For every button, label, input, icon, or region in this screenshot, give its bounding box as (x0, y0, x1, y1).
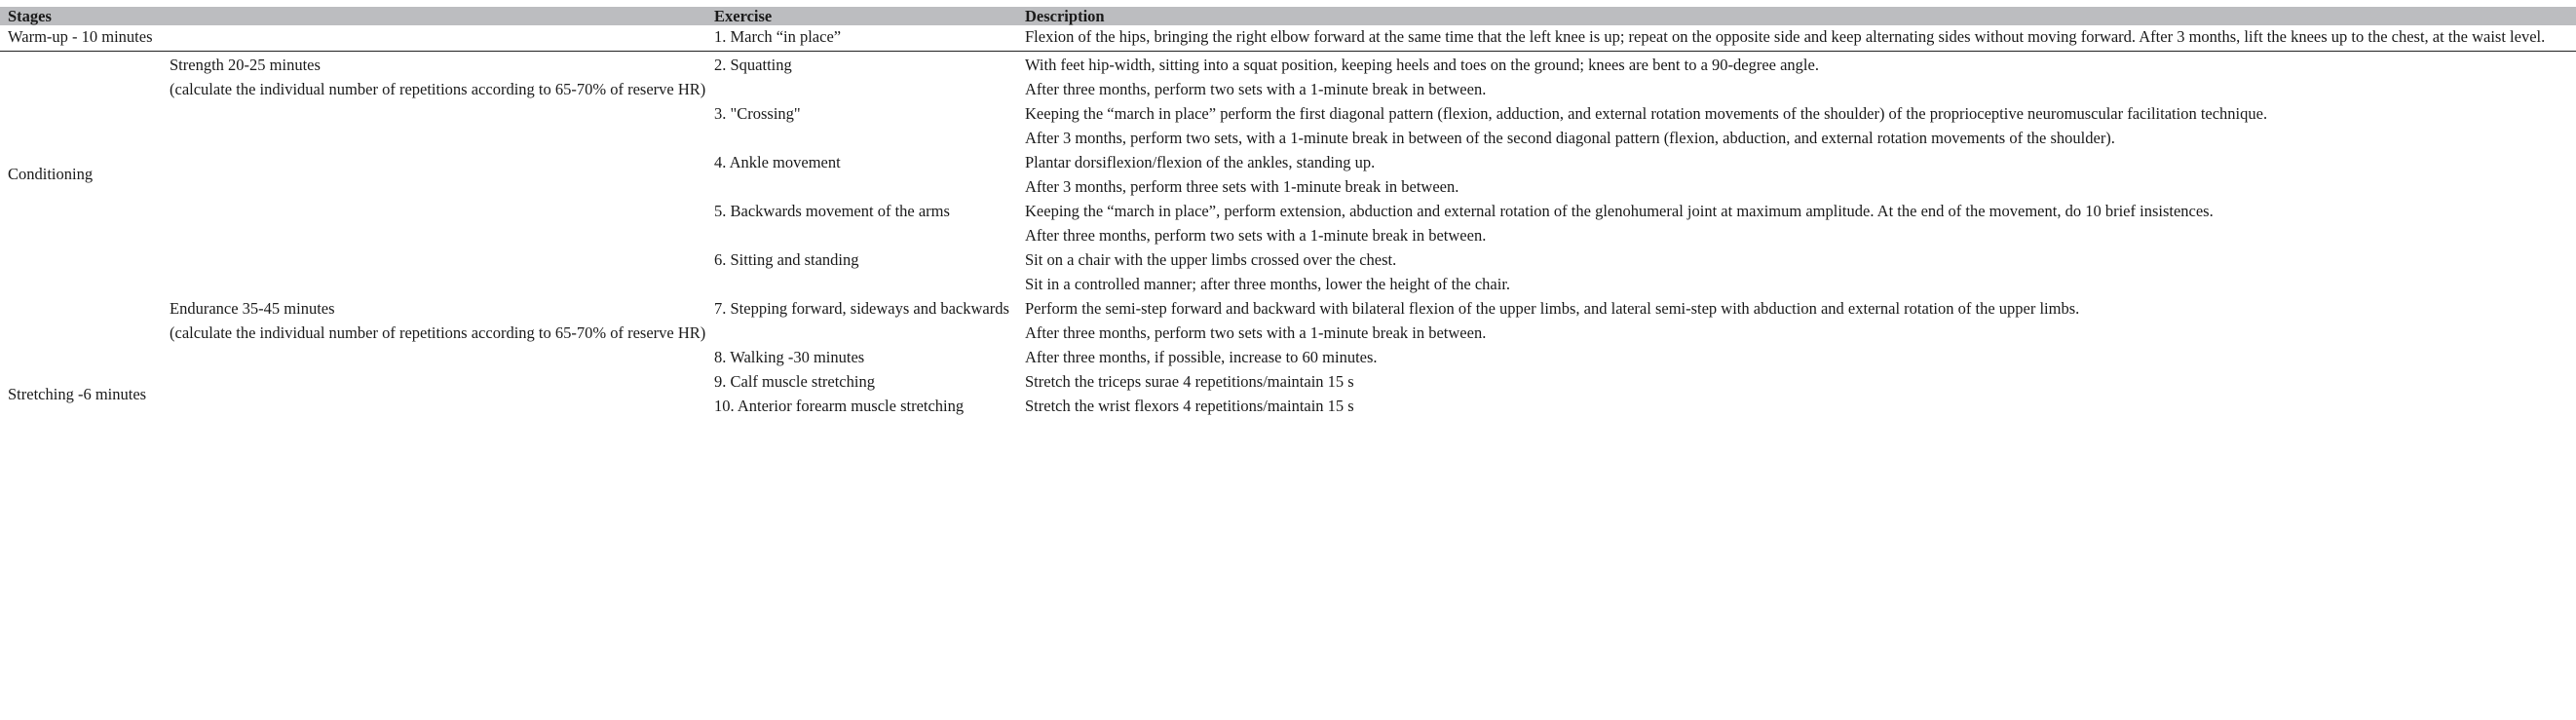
exercise-cell: 3. "Crossing" (714, 104, 801, 123)
table-row (0, 150, 2576, 174)
substage-cell: Strength 20-25 minutes (170, 56, 321, 74)
header-exercise: Exercise (714, 7, 773, 25)
table-row (0, 247, 2576, 272)
table-row (0, 101, 2576, 126)
description-cell: Perform the semi-step forward and backward with bilateral flexion of the upper limbs, and lateral semi-step with abduction and external rotation of the upper limbs. (1025, 299, 2080, 318)
table-row (0, 126, 2576, 150)
table-row (0, 321, 2576, 345)
description-cell: After 3 months, perform two sets, with a 1-minute break in between of the second diagonal pattern (flexion, abduction, and external rotation movements of the shoulder). (1025, 129, 2115, 147)
table-row (0, 174, 2576, 199)
substage-cell: (calculate the individual number of repetitions according to 65-70% of reserve HR) (170, 323, 706, 342)
description-cell: Stretch the triceps surae 4 repetitions/maintain 15 s (1025, 372, 1354, 391)
table-row (0, 345, 2576, 369)
description-cell: Sit in a controlled manner; after three months, lower the height of the chair. (1025, 275, 1511, 293)
stage-warmup: Warm-up - 10 minutes (8, 27, 153, 46)
table-row (0, 296, 2576, 321)
header-stages: Stages (8, 7, 52, 25)
table-row (0, 24, 2576, 49)
table-row (0, 223, 2576, 247)
exercise-cell: 10. Anterior forearm muscle stretching (714, 397, 965, 415)
exercise-cell: 9. Calf muscle stretching (714, 372, 875, 391)
table-row (0, 272, 2576, 296)
description-cell: Stretch the wrist flexors 4 repetitions/maintain 15 s (1025, 397, 1354, 415)
stage-conditioning: Conditioning (8, 165, 94, 183)
exercise-cell: 1. March “in place” (714, 27, 842, 46)
exercise-cell: 8. Walking -30 minutes (714, 348, 865, 366)
exercise-cell: 6. Sitting and standing (714, 250, 859, 269)
table-rule (0, 51, 2576, 52)
description-cell: Keeping the “march in place”, perform extension, abduction and external rotation of the glenohumeral joint at maximum amplitude. At the end of the movement, do 10 brief insistences. (1025, 202, 2214, 220)
table-row (0, 77, 2576, 101)
table-row (0, 394, 2576, 418)
stage-stretching: Stretching -6 minutes (8, 385, 147, 403)
description-cell: After three months, perform two sets with a 1-minute break in between. (1025, 226, 1487, 245)
description-cell: Flexion of the hips, bringing the right elbow forward at the same time that the left knee is up; repeat on the opposite side and keep alternating sides without moving forward. After 3 months, lift the knees up to the chest, at the waist level. (1025, 27, 2546, 46)
exercise-cell: 2. Squatting (714, 56, 792, 74)
table-row (0, 199, 2576, 223)
description-cell: With feet hip-width, sitting into a squat position, keeping heels and toes on the ground; knees are bent to a 90-degree angle. (1025, 56, 1819, 74)
substage-cell: Endurance 35-45 minutes (170, 299, 335, 318)
description-cell: After three months, if possible, increase to 60 minutes. (1025, 348, 1378, 366)
substage-cell: (calculate the individual number of repetitions according to 65-70% of reserve HR) (170, 80, 706, 98)
table-header (0, 7, 2576, 25)
exercise-cell: 4. Ankle movement (714, 153, 841, 171)
description-cell: Plantar dorsiflexion/flexion of the ankles, standing up. (1025, 153, 1376, 171)
description-cell: After three months, perform two sets with a 1-minute break in between. (1025, 323, 1487, 342)
header-description: Description (1025, 7, 1105, 25)
description-cell: After 3 months, perform three sets with 1-minute break in between. (1025, 177, 1459, 196)
exercise-cell: 7. Stepping forward, sideways and backwards (714, 299, 1009, 318)
table-row (0, 53, 2576, 77)
description-cell: After three months, perform two sets with a 1-minute break in between. (1025, 80, 1487, 98)
table-row (0, 369, 2576, 394)
description-cell: Keeping the “march in place” perform the first diagonal pattern (flexion, adduction, and external rotation movements of the shoulder) of the proprioceptive neuromuscular facilitation technique. (1025, 104, 2268, 123)
exercise-cell: 5. Backwards movement of the arms (714, 202, 950, 220)
description-cell: Sit on a chair with the upper limbs crossed over the chest. (1025, 250, 1397, 269)
